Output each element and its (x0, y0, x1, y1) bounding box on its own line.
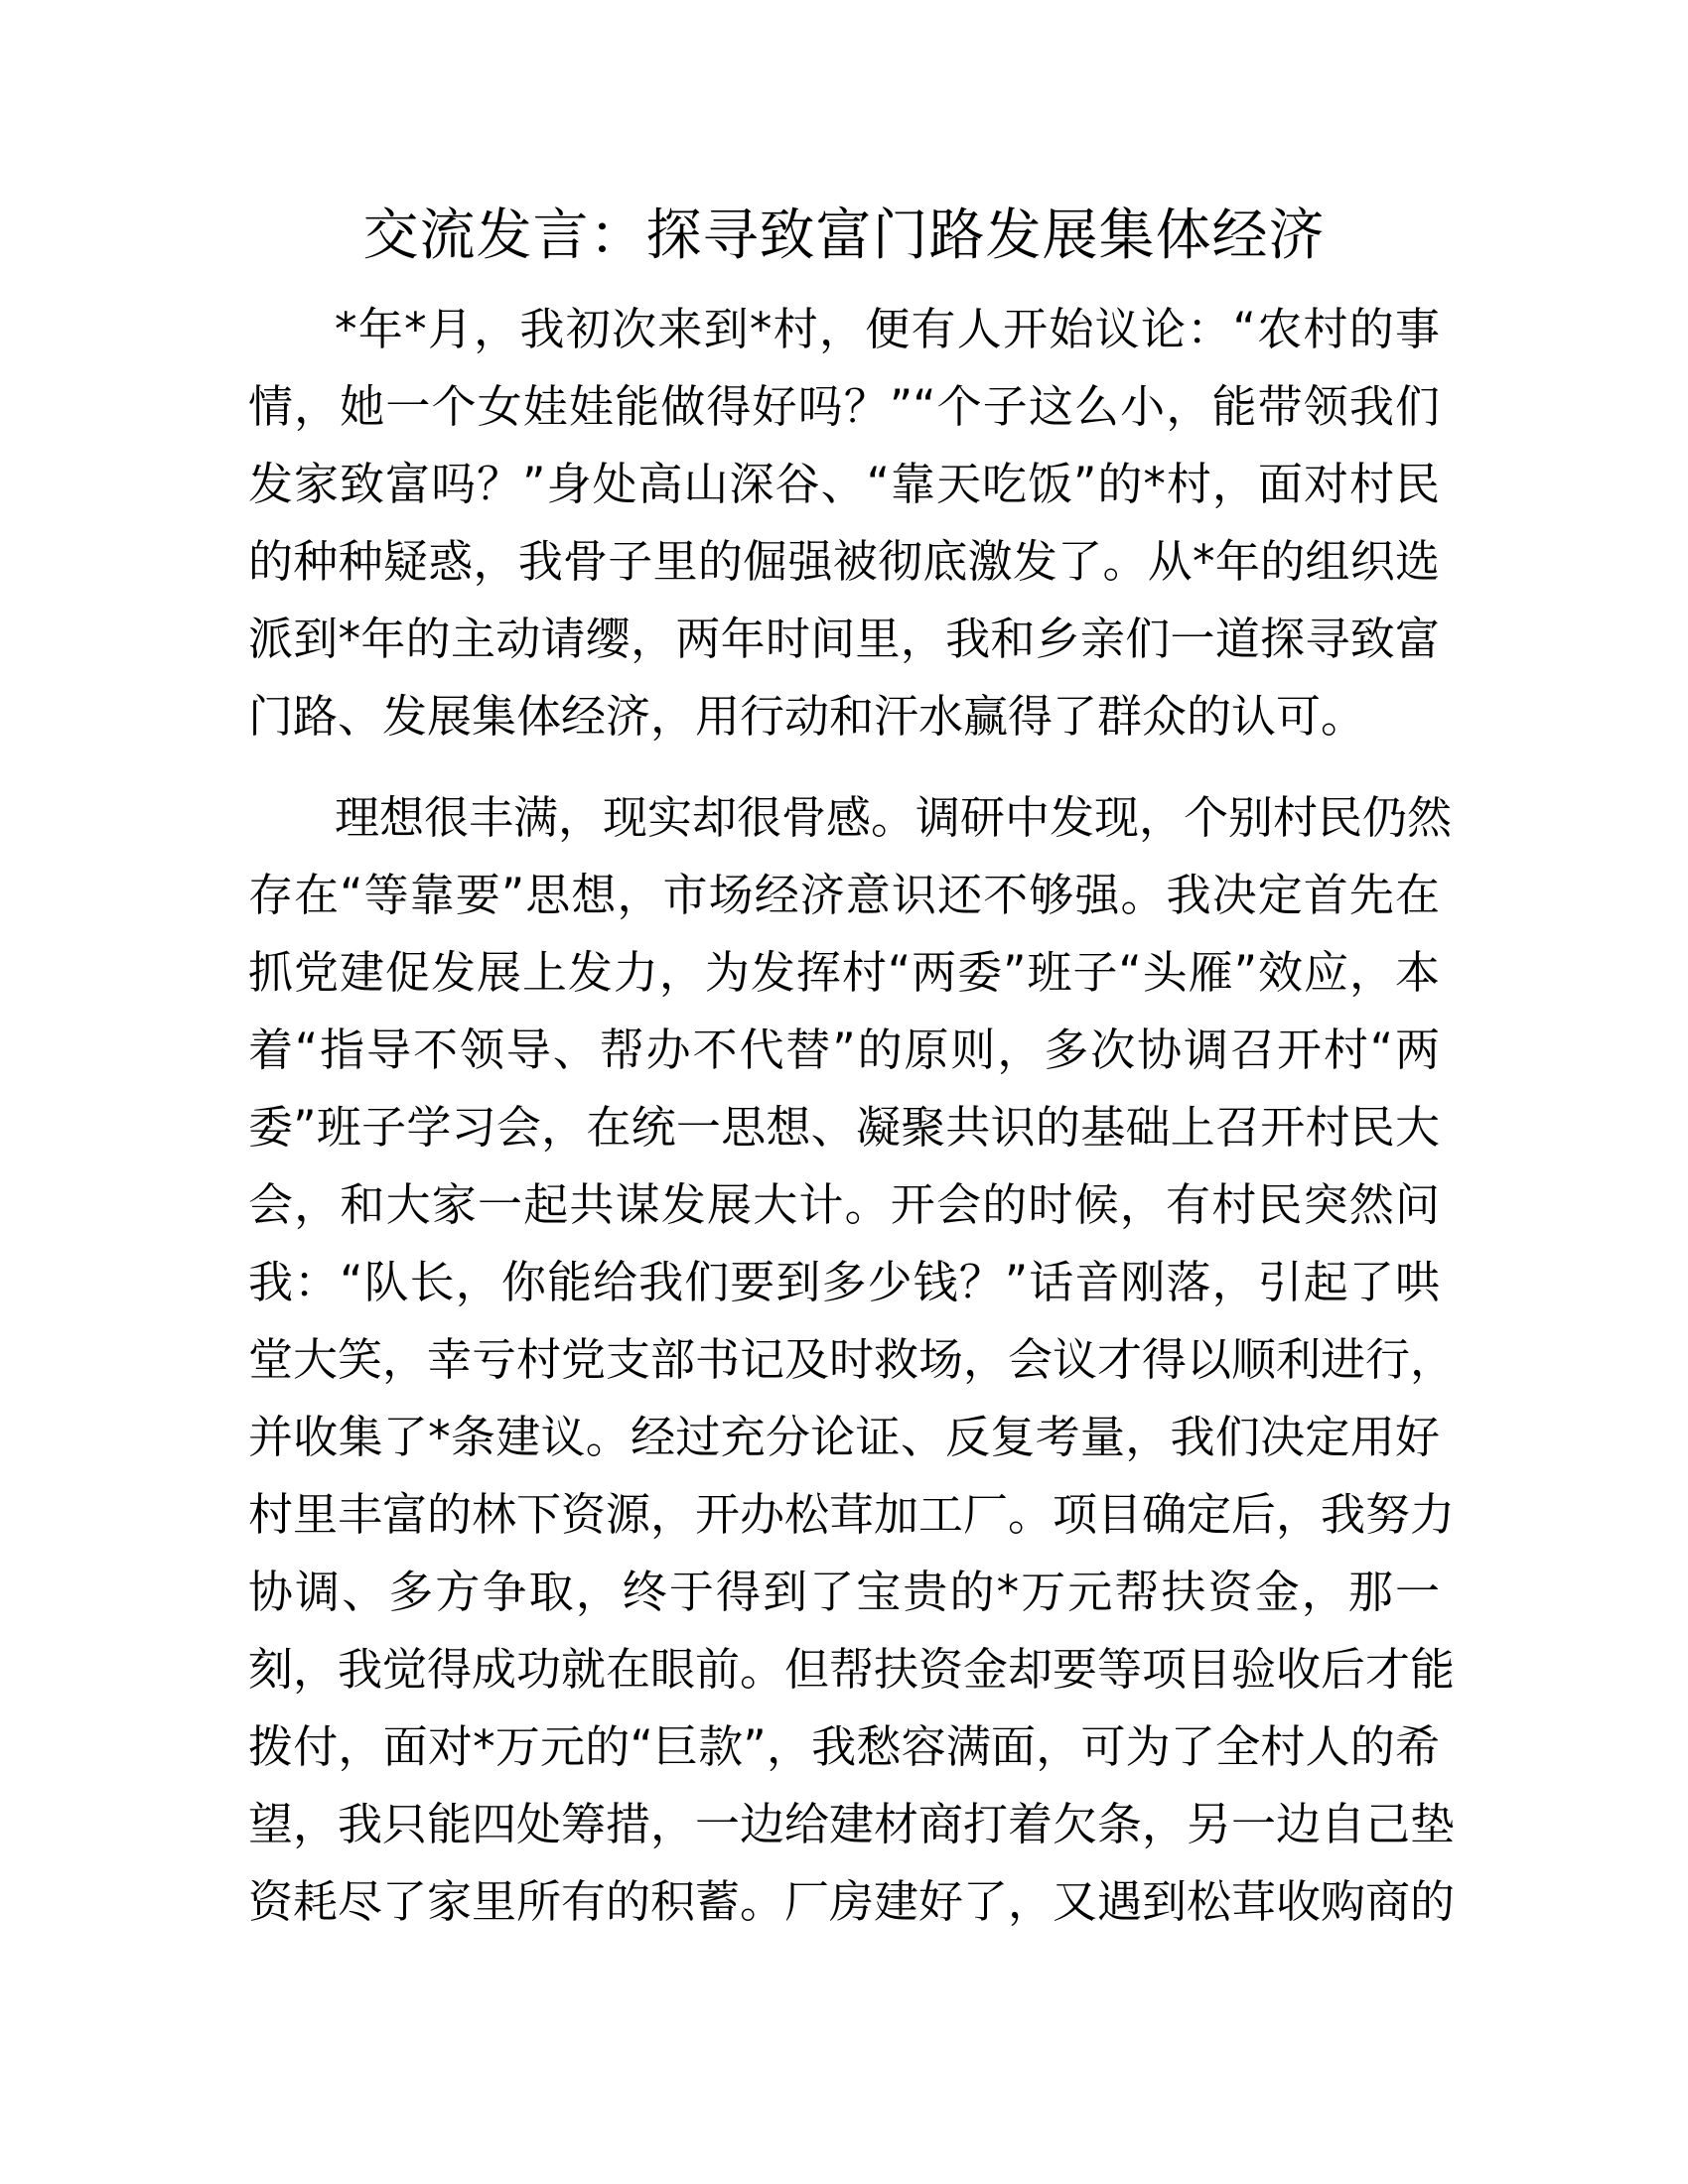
paragraph-2-line-8: 堂大笑，幸亏村党支部书记及时救场，会议才得以顺利进行， (248, 1333, 1456, 1386)
paragraph-2-line-3: 抓党建促发展上发力，为发挥村“两委”班子“头雁”效应，本 (248, 946, 1440, 999)
paragraph-2-line-2: 存在“等靠要”思想，市场经济意识还不够强。我决定首先在 (248, 869, 1440, 921)
paragraph-2-line-4: 着“指导不领导、帮办不代替”的原则，多次协调召开村“两 (248, 1024, 1440, 1076)
paragraph-2-line-15: 资耗尽了家里所有的积蓄。厂房建好了，又遇到松茸收购商的 (248, 1875, 1456, 1928)
paragraph-1-line-3: 发家致富吗？”身处高山深谷、“靠天吃饭”的*村，面对村民 (248, 458, 1440, 510)
paragraph-1-line-1: *年*月，我初次来到*村，便有人开始议论：“农村的事 (335, 303, 1440, 355)
paragraph-2-line-6: 会，和大家一起共谋发展大计。开会的时候，有村民突然问 (248, 1178, 1440, 1231)
document-title: 交流发言：探寻致富门路发展集体经济 (362, 204, 1326, 268)
paragraph-2-line-7: 我：“队长，你能给我们要到多少钱？”话音刚落，引起了哄 (248, 1256, 1440, 1308)
paragraph-2-line-9: 并收集了*条建议。经过充分论证、反复考量，我们决定用好 (248, 1411, 1440, 1463)
paragraph-1-line-4: 的种种疑惑，我骨子里的倔强被彻底激发了。从*年的组织选 (248, 535, 1440, 588)
paragraph-2-line-11: 协调、多方争取，终于得到了宝贵的*万元帮扶资金，那一 (248, 1566, 1440, 1618)
paragraph-2-line-13: 拨付，面对*万元的“巨款”，我愁容满面，可为了全村人的希 (248, 1720, 1440, 1773)
paragraph-1-line-6: 门路、发展集体经济，用行动和汗水赢得了群众的认可。 (248, 690, 1366, 743)
paragraph-2-line-12: 刻，我觉得成功就在眼前。但帮扶资金却要等项目验收后才能 (248, 1643, 1456, 1696)
paragraph-2-line-10: 村里丰富的林下资源，开办松茸加工厂。项目确定后，我努力 (248, 1488, 1456, 1541)
paragraph-1-line-2: 情，她一个女娃娃能做得好吗？”“个子这么小，能带领我们 (248, 380, 1440, 433)
paragraph-2-line-14: 望，我只能四处筹措，一边给建材商打着欠条，另一边自己垫 (248, 1798, 1456, 1850)
paragraph-2-line-5: 委”班子学习会，在统一思想、凝聚共识的基础上召开村民大 (248, 1101, 1440, 1154)
paragraph-1-line-5: 派到*年的主动请缨，两年时间里，我和乡亲们一道探寻致富 (248, 613, 1440, 665)
paragraph-2-line-1: 理想很丰满，现实却很骨感。调研中发现，个别村民仍然 (335, 791, 1453, 844)
